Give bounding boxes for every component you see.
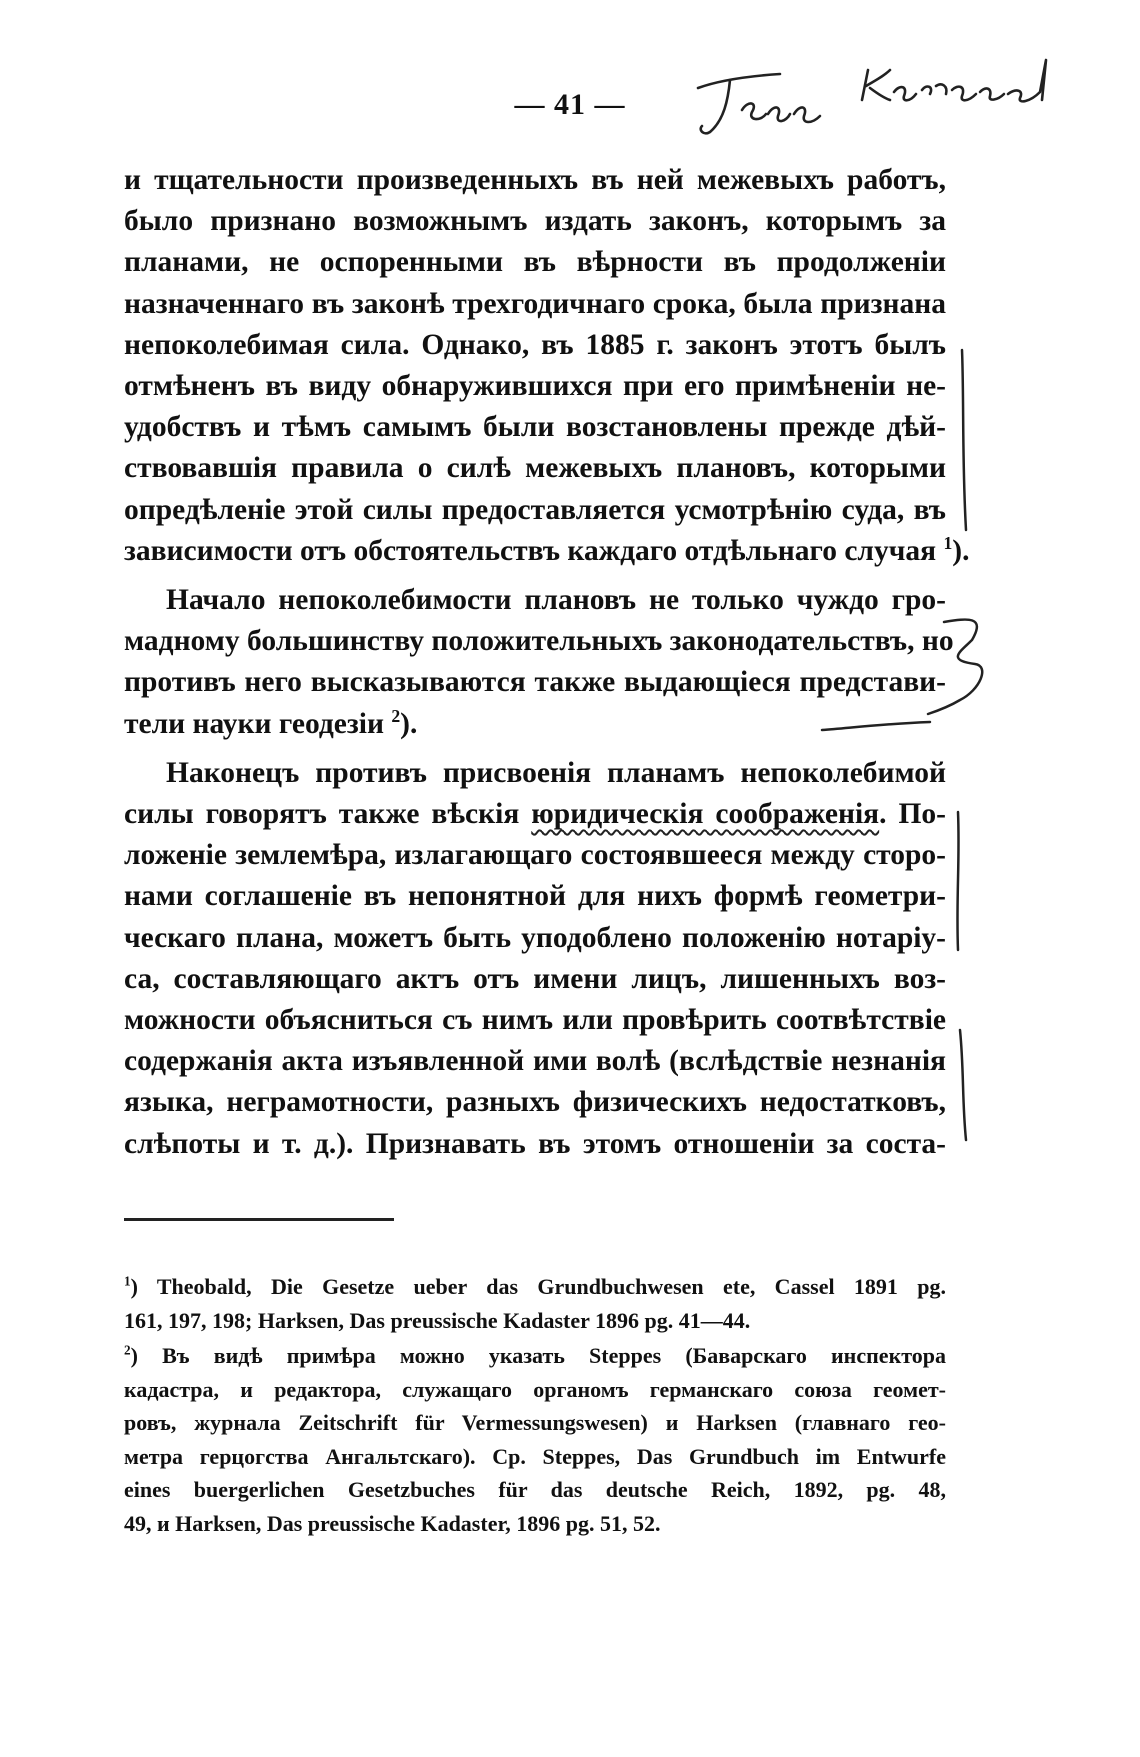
text-line: и тщательности произведенныхъ въ ней межевыхъ работъ, <box>124 164 946 196</box>
footnote-line <box>124 1339 946 1373</box>
footnote-marker: 1 <box>124 1273 131 1289</box>
text-line: отмѣненъ въ виду обнаружившихся при его примѣненіи не- <box>124 370 946 403</box>
text-line <box>124 704 946 745</box>
text-line: Начало непоколебимости плановъ не только чуждо гро- <box>166 584 946 617</box>
text-line: са, составляющаго актъ отъ имени лицъ, лишенныхъ воз- <box>124 962 946 995</box>
sentence-end: ). <box>400 707 418 740</box>
text-line: опредѣленіе этой силы предоставляется усмотрѣнію суда, въ <box>124 493 946 526</box>
text-line-content: тели науки геодезіи <box>124 707 384 740</box>
text-line: слѣпоты и т. д.). Признавать въ этомъ отношеніи за соста- <box>124 1127 946 1160</box>
text-line: содержанія акта изъявленной ими волѣ (вслѣдствіе незнанія <box>124 1045 946 1078</box>
text-line: непоколебимая сила. Однако, въ 1885 г. законъ этотъ былъ <box>124 328 946 361</box>
text-line: назначеннаго въ законѣ трехгодичнаго срока, была признана <box>124 287 946 320</box>
text-line: ствовавшія правила о силѣ межевыхъ плановъ, которыми <box>124 452 946 485</box>
text-line: противъ него высказываются также выдающіеся представи- <box>124 666 946 699</box>
text-line: Наконецъ противъ присвоенія планамъ непоколебимой <box>166 756 946 789</box>
footnote-line: кадастра, и редактора, служащаго органомъ германскаго союза геомет- <box>124 1376 946 1402</box>
paragraph-3 <box>124 753 946 1165</box>
text-line: планами, не оспоренными въ вѣрности въ продолженіи <box>124 246 946 279</box>
text-line: было признано возможнымъ издать законъ, которымъ за <box>124 205 946 238</box>
text-line: удобствъ и тѣмъ самымъ были возстановлены прежде дѣй- <box>124 411 946 444</box>
footnote-reference[interactable]: 2 <box>391 705 401 726</box>
footnote-line-content: ) Theobald, Die Gesetze ueber das Grundbuchwesen ete, Cassel 1891 pg. <box>130 1274 946 1299</box>
text-line <box>124 531 970 572</box>
footnote-line: метра герцогства Ангальтскаго). Ср. Steppes, Das Grundbuch im Entwurfe <box>124 1443 946 1469</box>
footnote-line: ровъ, журнала Zeitschrift für Vermessungswesen) и Harksen (главнаго гео- <box>124 1410 946 1435</box>
footnote-line: eines buergerlichen Gesetzbuches für das deutsche Reich, 1892, pg. 48, <box>124 1477 946 1502</box>
text-line: ложеніе землемѣра, излагающаго состоявшееся между сторо- <box>124 839 946 872</box>
text-line: нами соглашеніе въ непонятной для нихъ формѣ геометри- <box>124 880 946 913</box>
handwritten-annotation <box>690 40 1100 150</box>
footnote-1 <box>124 1270 946 1337</box>
text-line: языка, неграмотности, разныхъ физическихъ недостатковъ, <box>124 1086 946 1119</box>
text-line: можности объясниться съ нимъ или провѣрить соотвѣтствіе <box>124 1004 946 1037</box>
page-number: — 41 — <box>514 88 626 121</box>
underlined-phrase: юридическія соображенія <box>531 798 880 831</box>
margin-line-mark <box>962 350 966 530</box>
paragraph-1 <box>124 160 970 572</box>
text-line <box>124 794 946 835</box>
footnote-marker: 2 <box>124 1342 131 1358</box>
text-line-content: . По- <box>879 798 946 831</box>
footnote-line <box>124 1270 946 1304</box>
text-line-content: силы говорятъ также вѣскія <box>124 798 520 831</box>
footnote-2 <box>124 1339 946 1540</box>
text-line-content: зависимости отъ обстоятельствъ каждаго отдѣльнаго случая <box>124 534 937 567</box>
footnotes <box>124 1270 946 1540</box>
text-line: ческаго плана, можетъ быть уподоблено положенію нотаріу- <box>124 921 946 954</box>
footnote-line-content: ) Въ видѣ примѣра можно указать Steppes (Баварскаго инспектора <box>130 1343 946 1368</box>
text-line: мадному большинству положительныхъ законодательствъ, но <box>124 625 954 658</box>
margin-line-mark <box>960 1030 966 1140</box>
footnote-reference[interactable]: 1 <box>943 533 953 553</box>
paragraph-2 <box>124 580 954 745</box>
footnote-line: 161, 197, 198; Harksen, Das preussische Kadaster 1896 pg. 41—44. <box>124 1307 751 1333</box>
footnote-line: 49, и Harksen, Das preussische Kadaster, 1896 pg. 51, 52. <box>124 1510 661 1536</box>
sentence-end: ). <box>952 534 970 567</box>
main-text <box>124 160 970 1165</box>
footnote-divider <box>124 1218 394 1221</box>
margin-line-mark <box>957 812 958 950</box>
